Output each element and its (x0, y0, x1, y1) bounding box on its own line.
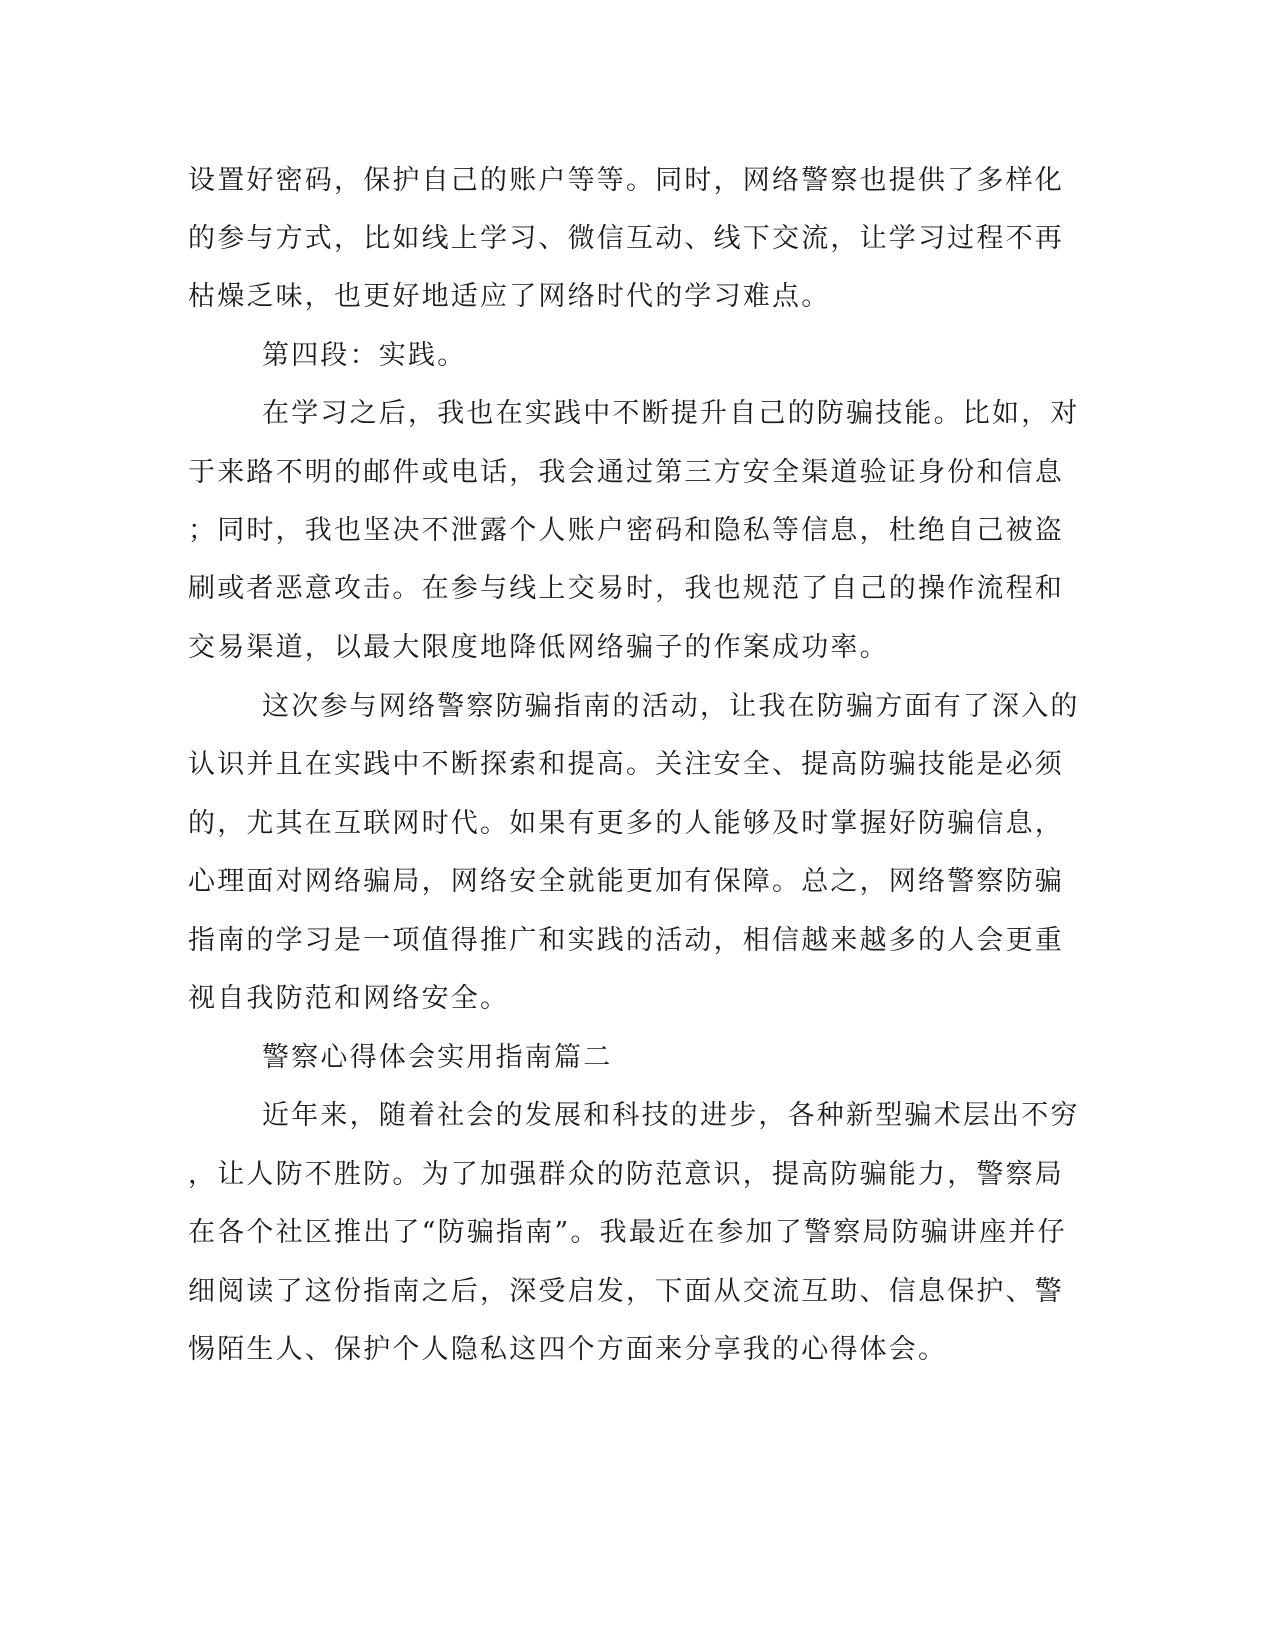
paragraph-line: 设置好密码，保护自己的账户等等。同时，网络警察也提供了多样化 (188, 165, 1064, 196)
paragraph-line: 认识并且在实践中不断探索和提高。关注安全、提高防骗技能是必须 (188, 749, 1064, 780)
paragraph-line: 刷或者恶意攻击。在参与线上交易时，我也规范了自己的操作流程和 (188, 573, 1064, 604)
paragraph-line: 在各个社区推出了“防骗指南”。我最近在参加了警察局防骗讲座并仔 (188, 1217, 1067, 1248)
paragraph-line: 在学习之后，我也在实践中不断提升自己的防骗技能。比如，对 (262, 398, 1080, 429)
paragraph-line: 这次参与网络警察防骗指南的活动，让我在防骗方面有了深入的 (262, 691, 1080, 722)
paragraph-line: 近年来，随着社会的发展和科技的进步，各种新型骗术层出不穷 (262, 1100, 1080, 1131)
paragraph-line: 枯燥乏味，也更好地适应了网络时代的学习难点。 (188, 281, 831, 312)
section-heading: 警察心得体会实用指南篇二 (262, 1042, 613, 1073)
paragraph-line: 细阅读了这份指南之后，深受启发，下面从交流互助、信息保护、警 (188, 1276, 1064, 1307)
paragraph-line: 于来路不明的邮件或电话，我会通过第三方安全渠道验证身份和信息 (188, 457, 1064, 488)
paragraph-line: 指南的学习是一项值得推广和实践的活动，相信越来越多的人会更重 (188, 925, 1064, 956)
paragraph-line: 的参与方式，比如线上学习、微信互动、线下交流，让学习过程不再 (188, 223, 1064, 254)
paragraph-line: 交易渠道，以最大限度地降低网络骗子的作案成功率。 (188, 632, 889, 663)
paragraph-line: 心理面对网络骗局，网络安全就能更加有保障。总之，网络警察防骗 (188, 866, 1064, 897)
paragraph-line: ；同时，我也坚决不泄露个人账户密码和隐私等信息，杜绝自己被盗 (188, 515, 1064, 546)
paragraph-line: 视自我防范和网络安全。 (188, 983, 510, 1014)
paragraph-line: 惕陌生人、保护个人隐私这四个方面来分享我的心得体会。 (188, 1334, 948, 1365)
paragraph-line: ，让人防不胜防。为了加强群众的防范意识，提高防骗能力，警察局 (188, 1159, 1064, 1190)
paragraph-line: 的，尤其在互联网时代。如果有更多的人能够及时掌握好防骗信息， (188, 808, 1064, 839)
section-heading: 第四段：实践。 (262, 340, 467, 371)
